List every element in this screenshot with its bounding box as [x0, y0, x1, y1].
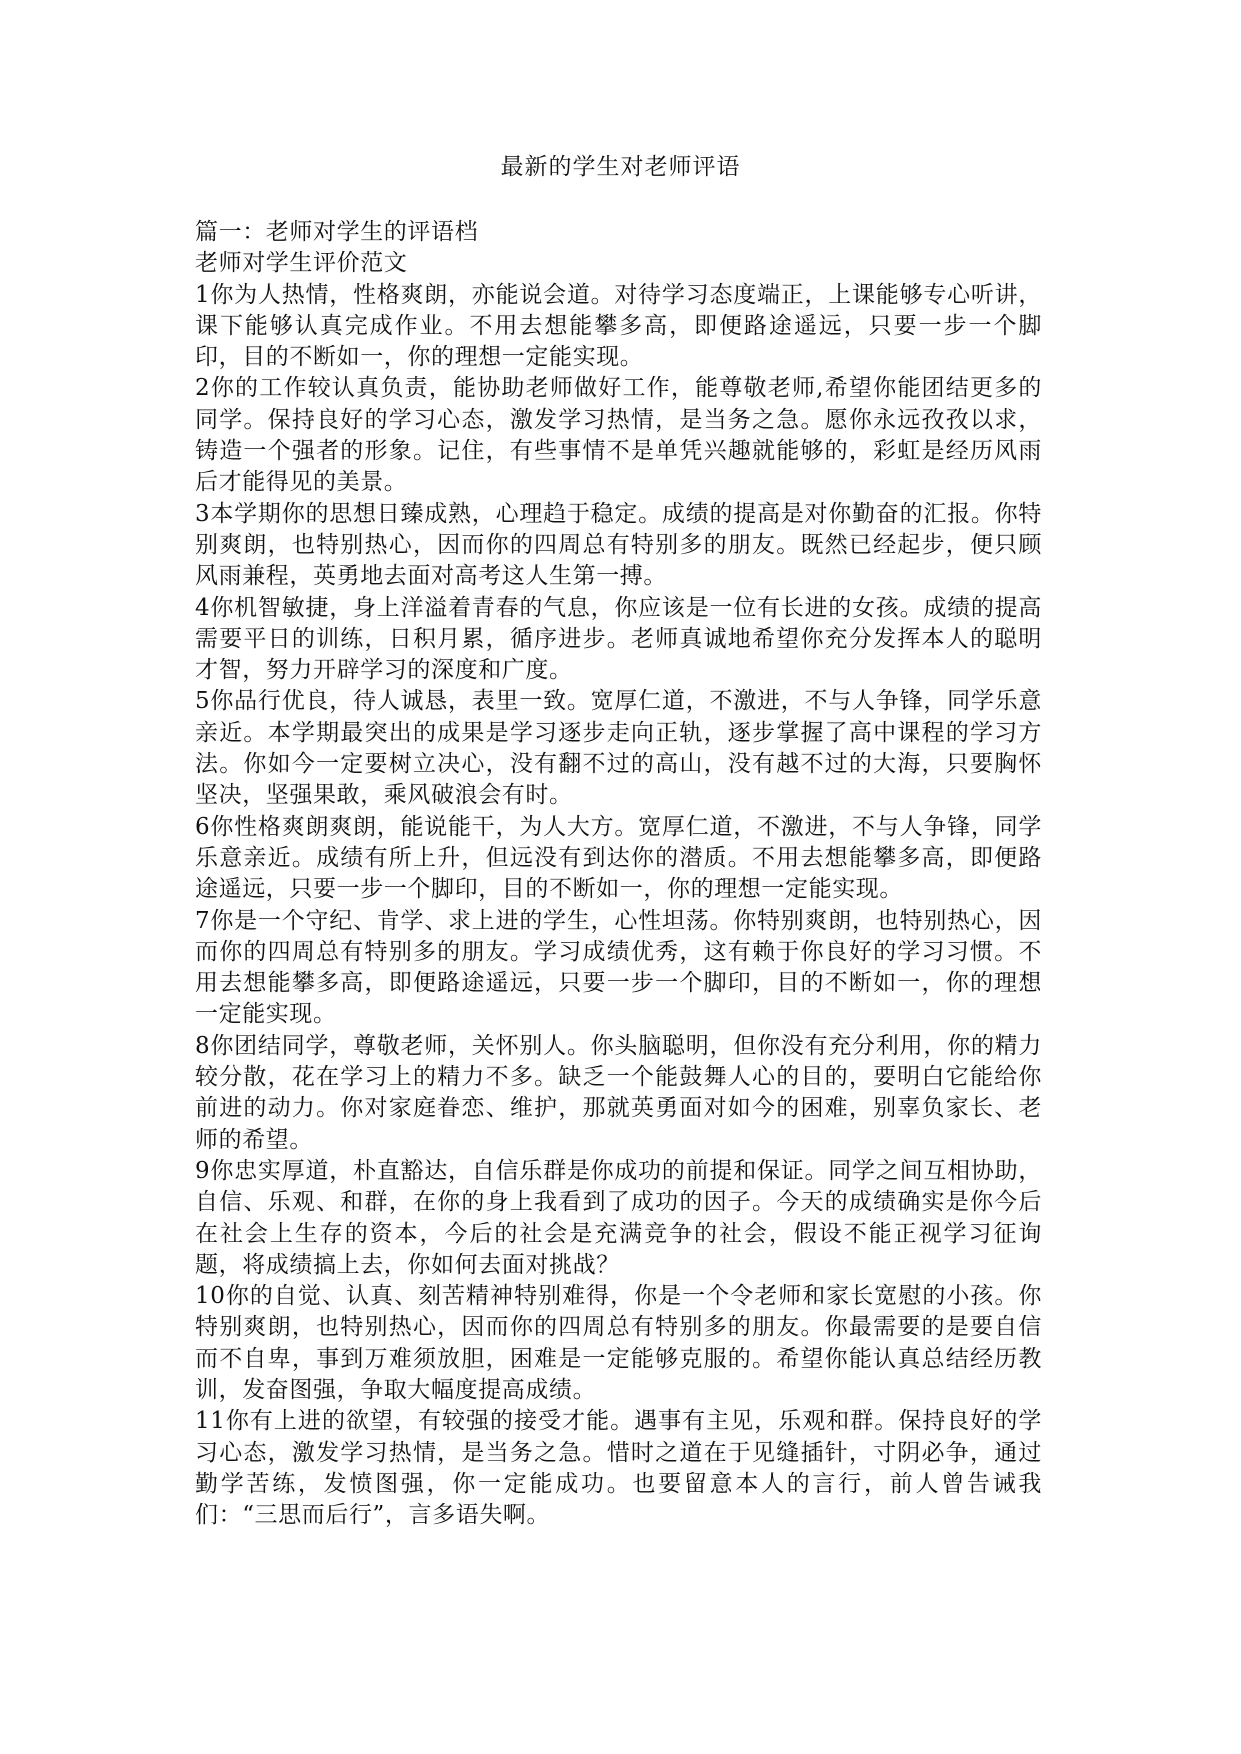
document-body [195, 217, 1042, 1531]
subheading: 老师对学生评价范文 [195, 250, 408, 277]
paragraph-11: 11你有上进的欲望，有较强的接受才能。遇事有主见，乐观和群。保持良好的学习心态，激发学习热情，是当务之急。惜时之道在于见缝插针，寸阴必争，通过勤学苦练，发愤图强，你一定能成功。也要留意本人的言行，前人曾告诫我们：“三思而后行”，言多语失啊。 [195, 1408, 1042, 1529]
paragraph-2: 2你的工作较认真负责，能协助老师做好工作，能尊敬老师,希望你能团结更多的同学。保持良好的学习心态，激发学习热情，是当务之急。愿你永远孜孜以求，铸造一个强者的形象。记住，有些事情不是单凭兴趣就能够的，彩虹是经历风雨后才能得见的美景。 [195, 375, 1042, 496]
paragraph-1: 1你为人热情，性格爽朗，亦能说会道。对待学习态度端正，上课能够专心听讲，课下能够认真完成作业。不用去想能攀多高，即便路途遥远，只要一步一个脚印，目的不断如一，你的理想一定能实现。 [195, 281, 1042, 371]
paragraph-8: 8你团结同学，尊敬老师，关怀别人。你头脑聪明，但你没有充分利用，你的精力较分散，花在学习上的精力不多。缺乏一个能鼓舞人心的目的，要明白它能给你前进的动力。你对家庭眷恋、维护，那就英勇面对如今的困难，别辜负家长、老师的希望。 [195, 1032, 1042, 1153]
paragraph-6: 6你性格爽朗爽朗，能说能干，为人大方。宽厚仁道，不激进，不与人争锋，同学乐意亲近。成绩有所上升，但远没有到达你的潜质。不用去想能攀多高，即便路途遥远，只要一步一个脚印，目的不断如一，你的理想一定能实现。 [195, 813, 1042, 903]
paragraph-3: 3本学期你的思想日臻成熟，心理趋于稳定。成绩的提高是对你勤奋的汇报。你特别爽朗，也特别热心，因而你的四周总有特别多的朋友。既然已经起步，便只顾风雨兼程，英勇地去面对高考这人生第一搏。 [195, 500, 1042, 590]
document-title: 最新的学生对老师评语 [500, 154, 741, 180]
paragraph-10: 10你的自觉、认真、刻苦精神特别难得，你是一个令老师和家长宽慰的小孩。你特别爽朗，也特别热心，因而你的四周总有特别多的朋友。你最需要的是要自信而不自卑，事到万难须放胆，困难是一定能够克服的。希望你能认真总结经历教训，发奋图强，争取大幅度提高成绩。 [195, 1283, 1042, 1403]
paragraph-7: 7你是一个守纪、肯学、求上进的学生，心性坦荡。你特别爽朗，也特别热心，因而你的四周总有特别多的朋友。学习成绩优秀，这有赖于你良好的学习习惯。不用去想能攀多高，即便路途遥远，只要一步一个脚印，目的不断如一，你的理想一定能实现。 [195, 907, 1042, 1028]
paragraph-9: 9你忠实厚道，朴直豁达，自信乐群是你成功的前提和保证。同学之间互相协助，自信、乐观、和群，在你的身上我看到了成功的因子。今天的成绩确实是你今后在社会上生存的资本，今后的社会是充满竞争的社会，假设不能正视学习征询题，将成绩搞上去，你如何去面对挑战？ [195, 1157, 1042, 1278]
paragraph-4: 4你机智敏捷，身上洋溢着青春的气息，你应该是一位有长进的女孩。成绩的提高需要平日的训练，日积月累，循序进步。老师真诚地希望你充分发挥本人的聪明才智，努力开辟学习的深度和广度。 [195, 594, 1042, 684]
paragraph-5: 5你品行优良，待人诚恳，表里一致。宽厚仁道，不激进，不与人争锋，同学乐意亲近。本学期最突出的成果是学习逐步走向正轨，逐步掌握了高中课程的学习方法。你如今一定要树立决心，没有翻不过的高山，没有越不过的大海，只要胸怀坚决，坚强果敢，乘风破浪会有时。 [195, 688, 1042, 809]
section-heading: 篇一：老师对学生的评语档 [195, 219, 479, 245]
